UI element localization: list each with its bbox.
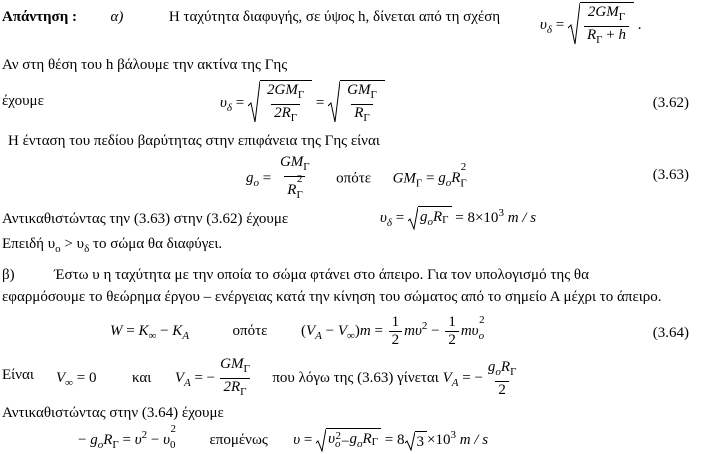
substitute-text-2: Αντικαθιστώντας στην (3.64) έχουμε [2, 405, 224, 421]
part-b-text-1: Έστω υ η ταχύτητα με την οποία το σώμα φτάνει στο άπειρο. Για τον υπολογισμό της θα [54, 267, 589, 283]
since-line: Επειδή $\upsilon_o > \upsilon_\delta$ το σώμα θα διαφύγει. [2, 236, 223, 255]
equation-gravity-field: $g_o$ = $\frac{GM_\Gamma}{R_\Gamma^2}$ οπότε $GM_\Gamma = g_oR_\Gamma^2$ [246, 154, 466, 204]
part-b-line-1 [2, 266, 589, 284]
we-have-1: έχουμε [2, 93, 44, 109]
equation-work-energy: $W = K_\infty - K_A$ οπότε $(V_A - V_\infty)m$ = $\frac{1}{2}$ $m\upsilon^2$ − $\frac{1}{2}$ $m\upsilon_o^2$ [110, 313, 485, 348]
equation-number-363: (3.63) [652, 167, 689, 183]
therefore-word: επομένως [209, 432, 268, 448]
since-text-2: το σώμα θα διαφύγει. [89, 236, 223, 252]
equation-escape-velocity-h: $\upsilon_\delta$ = $\frac{2GM_\Gamma}{R_\Gamma + h}$ . [540, 2, 641, 49]
equation-potentials: $V_\infty = 0$ και $V_A$ = − $\frac{GM_\Gamma}{2R_\Gamma}$ που λόγω της (3.63) γίνεται $V_A$ = − $\frac{g_oR_\Gamma}{2}$ [56, 356, 521, 401]
equation-escape-velocity-r: $\upsilon_\delta$ = $\frac{2GM_\Gamma}{2R_\Gamma}$ = $\frac{GM_\Gamma}{R_\Gamma}$ [220, 80, 385, 127]
part-b-text-2: εφαρμόσουμε το θεώρημα έργου – ενέργειας κατά την κίνηση του σώματος από το σημείο Α μέχρι το άπειρο. [2, 289, 662, 305]
equation-number-362: (3.62) [652, 95, 689, 111]
part-b-label: β) [2, 267, 15, 283]
equation-number-364: (3.64) [652, 325, 689, 341]
intro-text: Η ταχύτητα διαφυγής, σε ύψος h, δίνεται από τη σχέση [168, 9, 501, 25]
field-text: Η ένταση του πεδίου βαρύτητας στην επιφάνεια της Γης είναι [8, 133, 380, 149]
part-a-label: α) [110, 9, 124, 25]
equation-final-velocity: − $g_oR_\Gamma = \upsilon^2 - \upsilon_0^2$ επομένως υ = $\upsilon_o$ $^2$ − $g_oR$ Γ = 8 3 $\times 10^3$ m / s [78, 426, 488, 454]
radius-text: Αν στη θέση του h βάλουμε την ακτίνα της Γης [2, 57, 288, 73]
is-word: Είναι [2, 367, 34, 383]
substitute-text-1: Αντικαθιστώντας την (3.63) στην (3.62) έχουμε [2, 211, 289, 227]
where-text: που λόγω της (3.63) γίνεται [272, 369, 439, 386]
and-word: και [131, 369, 152, 386]
equation-escape-velocity-value: $\upsilon_\delta$ = $g_oR$ Γ = $8\times 10^3$ m / s [380, 204, 536, 232]
then-word-1: οπότε [336, 170, 372, 187]
since-text: Επειδή υ [2, 236, 56, 252]
answer-line [2, 8, 500, 26]
then-word-2: οπότε [232, 322, 268, 339]
answer-label: Απάντηση : [2, 9, 77, 25]
